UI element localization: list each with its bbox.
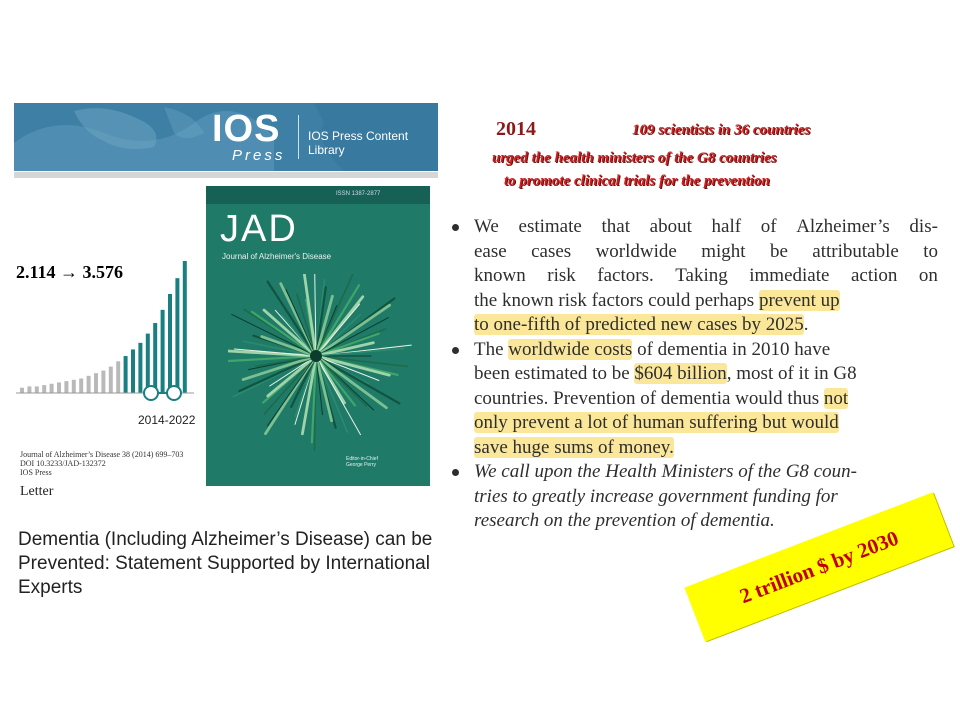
impact-bar bbox=[57, 382, 61, 393]
ios-logo: IOS bbox=[212, 108, 281, 150]
cover-title: JAD bbox=[220, 208, 298, 250]
bullet-2-text-1a: The bbox=[474, 338, 509, 360]
header-line-2: urged the health ministers of the G8 countries bbox=[492, 150, 777, 166]
highlight-save-money: save huge sums of money. bbox=[474, 436, 674, 458]
highlight-worldwide-costs: worldwide costs bbox=[508, 338, 633, 360]
cover-editor-role: Editor-in-Chief bbox=[346, 456, 378, 462]
bullet-2-line-4 bbox=[452, 411, 948, 436]
word: risk bbox=[547, 265, 576, 286]
starburst-ray bbox=[316, 356, 399, 403]
bullet-1-line-5 bbox=[452, 313, 948, 338]
bullet-1-line-3 bbox=[452, 264, 948, 289]
highlight-not: not bbox=[823, 387, 849, 409]
impact-bar bbox=[79, 378, 83, 393]
bullet-1-words-2 bbox=[474, 240, 938, 265]
citation-block bbox=[20, 450, 183, 477]
word: ease bbox=[474, 240, 507, 262]
impact-bar bbox=[153, 323, 157, 393]
article-title: Dementia (Including Alzheimer’s Disease) can be Prevented: Statement Supported by International Experts bbox=[18, 529, 433, 598]
header-line-1: 109 scientists in 36 countries bbox=[632, 122, 811, 138]
impact-bar bbox=[116, 361, 120, 393]
impact-bar bbox=[64, 381, 68, 393]
bullet-2-text-2b: , most of it in G8 bbox=[726, 363, 857, 384]
cover-editor-name: George Perry bbox=[346, 462, 377, 468]
impact-bar bbox=[124, 356, 128, 393]
highlight-prevent: prevent up bbox=[758, 289, 840, 311]
impact-bar bbox=[42, 385, 46, 393]
highlight-suffering: only prevent a lot of human suffering but would bbox=[474, 412, 839, 433]
statement-excerpt bbox=[452, 215, 948, 534]
period-marker bbox=[144, 386, 158, 400]
bullet-2-line-3 bbox=[452, 387, 948, 412]
year-label: 2014 bbox=[496, 118, 536, 140]
word: that bbox=[601, 216, 630, 237]
impact-bar bbox=[146, 334, 150, 393]
bullet-3-line-2 bbox=[452, 485, 948, 510]
bullet-3-text-1: We call upon the Health Ministers of the G8 coun- bbox=[474, 461, 857, 482]
bullet-1-line-2 bbox=[452, 240, 948, 265]
highlight-one-fifth: to one-fifth of predicted new cases by 2025 bbox=[474, 314, 804, 335]
ios-press-banner bbox=[14, 103, 438, 171]
bullet-dot bbox=[452, 224, 459, 231]
word: Alzheimer’s bbox=[796, 216, 890, 237]
highlight-604-billion: $604 billion bbox=[634, 363, 727, 384]
bullet-2-line-1 bbox=[452, 338, 948, 363]
bullet-2-text-3a: countries. Prevention of dementia would thus bbox=[474, 387, 824, 409]
citation-publisher: IOS Press bbox=[20, 468, 52, 477]
word: about bbox=[649, 216, 692, 237]
period-label: 2014-2022 bbox=[138, 413, 196, 427]
word: immediate bbox=[749, 265, 830, 286]
bullet-2-text-1b: of dementia in 2010 have bbox=[632, 338, 831, 360]
word: might bbox=[701, 240, 746, 262]
starburst-graphic bbox=[228, 274, 418, 474]
period-marker bbox=[167, 386, 181, 400]
impact-factor-label: 2.114 → 3.576 bbox=[16, 262, 124, 282]
word: on bbox=[918, 265, 938, 286]
impact-bar bbox=[175, 278, 179, 393]
impact-bar bbox=[161, 310, 165, 393]
impact-factor-chart bbox=[14, 256, 204, 436]
word: worldwide bbox=[595, 240, 677, 262]
word: known bbox=[474, 265, 526, 286]
word: of bbox=[760, 216, 777, 237]
bullet-2-text-2a: been estimated to be bbox=[474, 363, 635, 384]
bullet-1-line-1 bbox=[452, 215, 948, 240]
word: We bbox=[474, 216, 499, 237]
header-line-3: to promote clinical trials for the prevention bbox=[504, 173, 770, 189]
impact-bar bbox=[35, 386, 39, 393]
impact-bar bbox=[50, 384, 54, 393]
cover-editor bbox=[346, 456, 378, 468]
impact-bar bbox=[87, 376, 91, 393]
banner-divider bbox=[298, 115, 299, 159]
cover-subtitle: Journal of Alzheimer's Disease bbox=[222, 252, 332, 261]
impact-bar bbox=[138, 343, 142, 393]
bullet-3-text-2: tries to greatly increase government funding for bbox=[474, 485, 838, 507]
bullet-dot bbox=[452, 347, 459, 354]
bullet-1-line-4 bbox=[452, 289, 948, 314]
starburst-center bbox=[310, 350, 322, 362]
impact-bar bbox=[131, 349, 135, 393]
press-logo: Press bbox=[232, 147, 286, 164]
impact-bar bbox=[72, 380, 76, 393]
bullet-3-line-1 bbox=[452, 460, 948, 485]
bullet-1-words-1 bbox=[474, 215, 938, 240]
citation-doi: DOI 10.3233/JAD-132372 bbox=[20, 459, 106, 468]
word: factors. bbox=[597, 265, 654, 286]
bullet-2-line-2 bbox=[452, 362, 948, 387]
impact-bar bbox=[168, 294, 172, 393]
impact-bar bbox=[27, 386, 31, 393]
word: to bbox=[923, 240, 938, 262]
bullet-dot bbox=[452, 469, 459, 476]
banner-tab-strip bbox=[14, 172, 438, 178]
word: action bbox=[850, 265, 898, 286]
bullet-1-words-3 bbox=[474, 264, 938, 289]
bullet-3-text-3: research on the prevention of dementia. bbox=[474, 510, 775, 531]
impact-bar bbox=[109, 367, 113, 393]
word: attributable bbox=[812, 240, 899, 262]
impact-bar bbox=[183, 261, 187, 393]
word: estimate bbox=[518, 216, 582, 237]
impact-bar bbox=[20, 388, 24, 393]
bullet-2-line-5 bbox=[452, 436, 948, 461]
word: Taking bbox=[675, 265, 728, 286]
journal-cover bbox=[206, 186, 430, 486]
citation-journal: Journal of Alzheimer’s Disease 38 (2014) 699–703 bbox=[20, 450, 184, 459]
bullet-1-text-4: the known risk factors could perhaps bbox=[474, 289, 759, 311]
word: cases bbox=[531, 240, 572, 262]
word: be bbox=[769, 240, 788, 262]
word: dis- bbox=[909, 216, 938, 237]
word: half bbox=[711, 216, 742, 237]
banner-tagline: IOS Press Content Library bbox=[308, 129, 409, 157]
cover-top-strip bbox=[206, 186, 430, 204]
impact-bar bbox=[101, 371, 105, 393]
article-type-label: Letter bbox=[20, 484, 54, 499]
sticker-text: 2 trillion $ by 2030 bbox=[736, 525, 902, 608]
bullet-1-tail: . bbox=[803, 314, 809, 335]
cover-issn: ISSN 1387-2877 bbox=[336, 191, 381, 197]
impact-bar bbox=[94, 373, 98, 393]
